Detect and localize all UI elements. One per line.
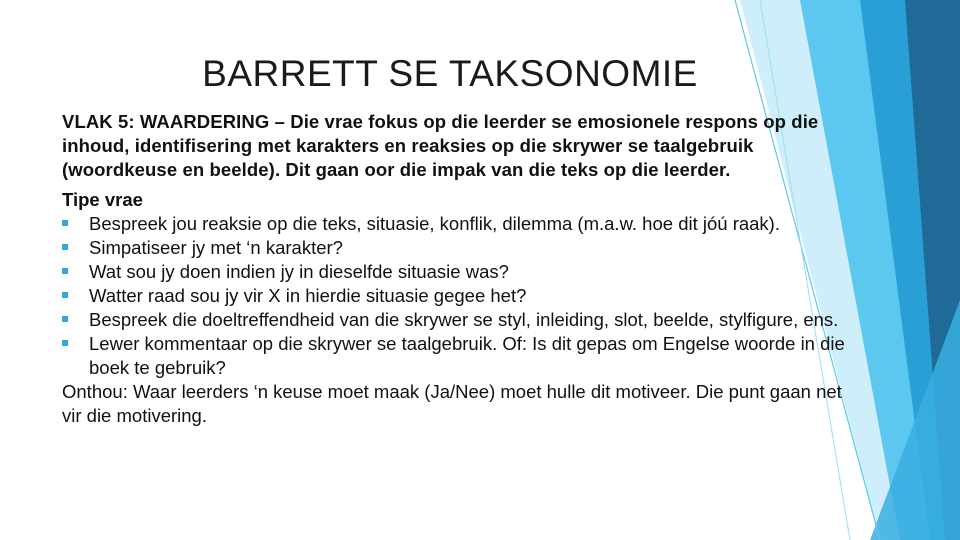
slide-title: BARRETT SE TAKSONOMIE <box>202 53 698 94</box>
list-item-text: Simpatiseer jy met ‘n karakter? <box>89 237 343 258</box>
square-bullet-icon <box>62 244 68 250</box>
square-bullet-icon <box>62 316 68 322</box>
list-item <box>62 212 852 236</box>
list-item-text: Lewer kommentaar op die skrywer se taalgebruik. Of: Is dit gepas om Engelse woorde in die boek te gebruik? <box>89 333 845 378</box>
list-item-text: Bespreek jou reaksie op die teks, situasie, konflik, dilemma (m.a.w. hoe dit jóú raak). <box>89 213 780 234</box>
square-bullet-icon <box>62 220 68 226</box>
list-item <box>62 260 852 284</box>
list-item <box>62 332 852 380</box>
slide-body <box>62 110 852 428</box>
intro-paragraph: VLAK 5: WAARDERING – Die vrae fokus op die leerder se emosionele respons op die inhoud, identifisering met karakters en reaksies op die skrywer se taalgebruik (woordkeuse en beelde). Dit gaan oor die impak van die teks op die leerder. <box>62 111 819 180</box>
list-item-text: Watter raad sou jy vir X in hierdie situasie gegee het? <box>89 285 527 306</box>
reminder-label: Onthou <box>62 381 123 402</box>
reminder-paragraph <box>62 380 852 428</box>
list-item <box>62 236 852 260</box>
square-bullet-icon <box>62 292 68 298</box>
reminder-text: : Waar leerders ‘n keuse moet maak (Ja/Nee) moet hulle dit motiveer. Die punt gaan net vir die motivering. <box>62 381 842 426</box>
square-bullet-icon <box>62 340 68 346</box>
list-item <box>62 308 852 332</box>
list-item-text: Wat sou jy doen indien jy in dieselfde situasie was? <box>89 261 509 282</box>
square-bullet-icon <box>62 268 68 274</box>
question-types-label: Tipe vrae <box>62 189 143 210</box>
question-list <box>62 212 852 380</box>
list-item-text: Bespreek die doeltreffendheid van die skrywer se styl, inleiding, slot, beelde, stylfigure, ens. <box>89 309 839 330</box>
list-item <box>62 284 852 308</box>
